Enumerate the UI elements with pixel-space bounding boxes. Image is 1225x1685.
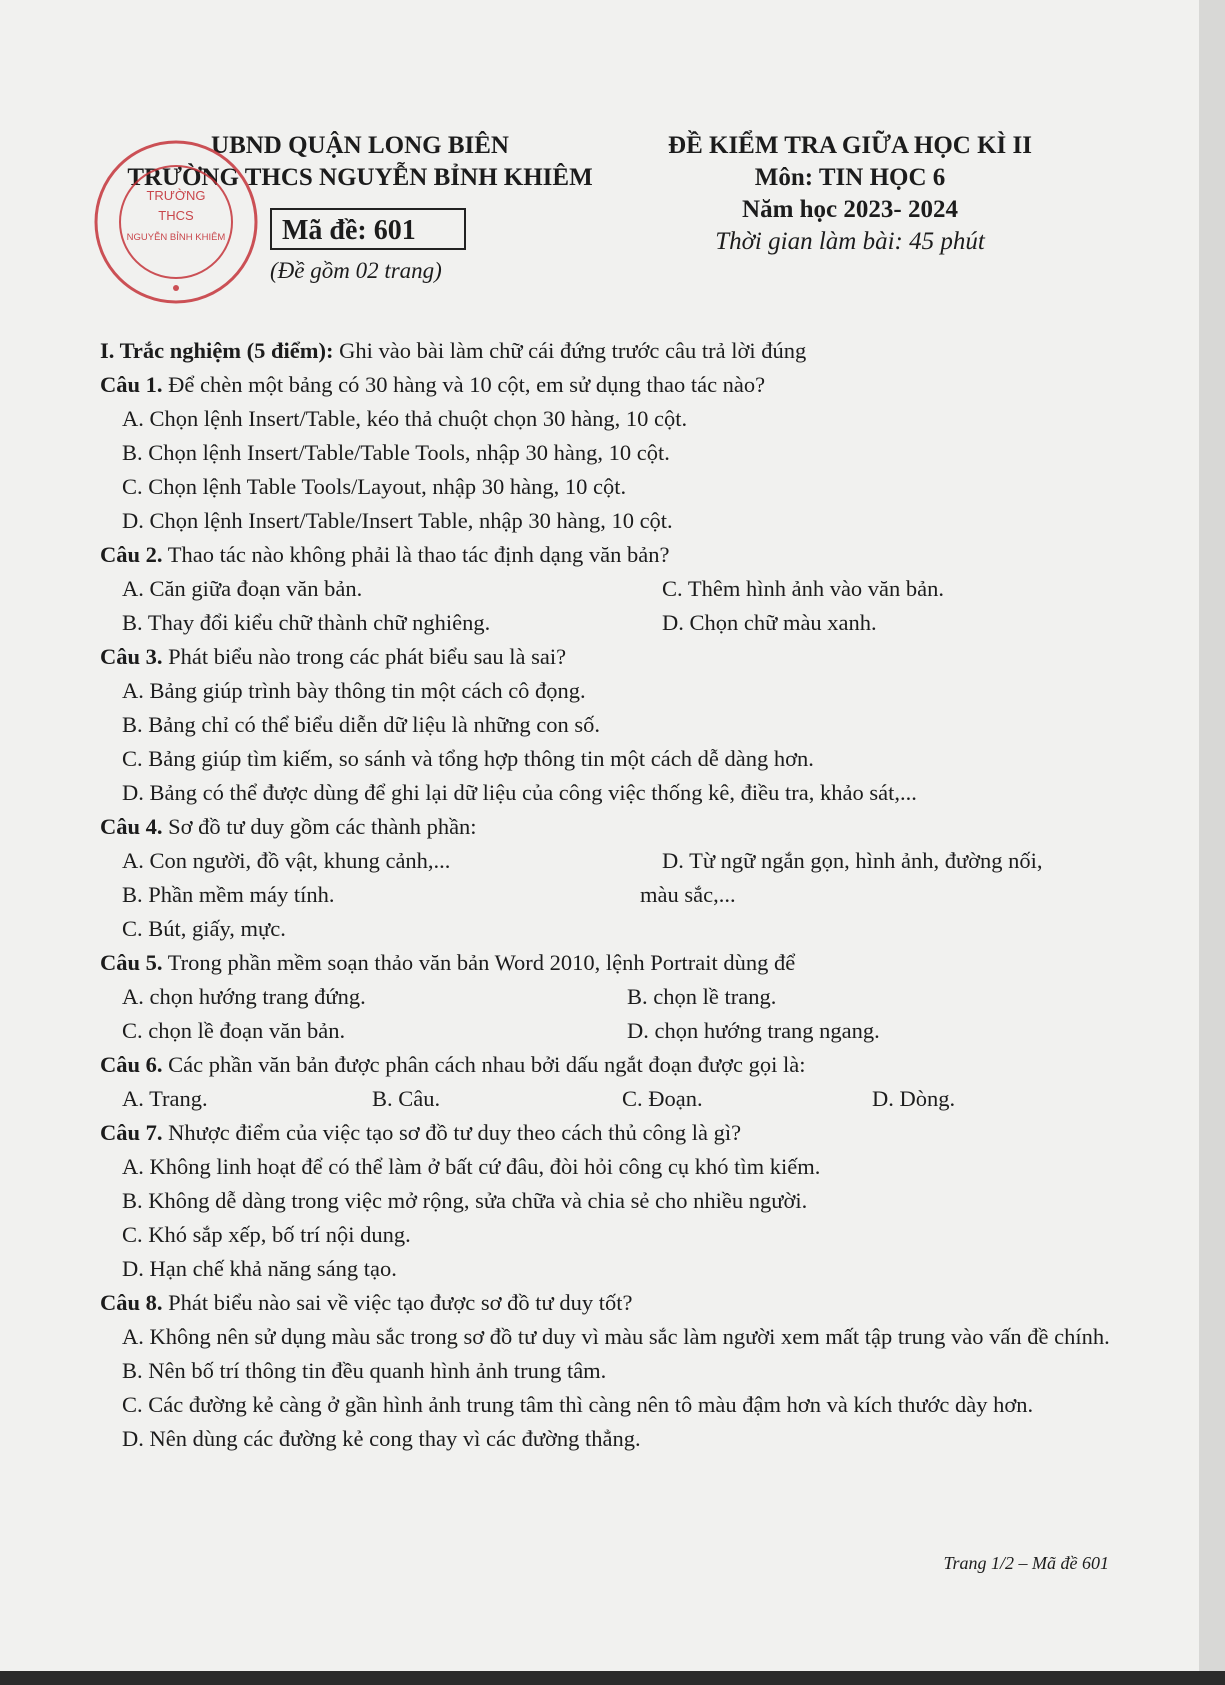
option-1c: C. Chọn lệnh Table Tools/Layout, nhập 30 hàng, 10 cột. xyxy=(122,474,627,499)
district-name: UBND QUẬN LONG BIÊN xyxy=(211,132,509,159)
options-row xyxy=(100,1082,1110,1116)
options-row xyxy=(100,844,1110,878)
question-label: Câu 6. xyxy=(100,1052,163,1077)
school-year: Năm học 2023- 2024 xyxy=(742,196,958,223)
option-7d: D. Hạn chế khả năng sáng tạo. xyxy=(122,1256,397,1281)
question-6 xyxy=(100,1048,1110,1082)
option-5b: B. chọn lề trang. xyxy=(627,984,777,1009)
option-4a: A. Con người, đồ vật, khung cảnh,... xyxy=(122,848,451,873)
option-4c: C. Bút, giấy, mực. xyxy=(122,916,286,941)
option-8c: C. Các đường kẻ càng ở gần hình ảnh trung tâm thì càng nên tô màu đậm hơn và kích thước dày hơn. xyxy=(122,1392,1034,1417)
option-8b: B. Nên bố trí thông tin đều quanh hình ảnh trung tâm. xyxy=(122,1358,607,1383)
question-label: Câu 4. xyxy=(100,814,163,839)
question-label: Câu 1. xyxy=(100,372,163,397)
question-2 xyxy=(100,538,1110,572)
option-7c: C. Khó sắp xếp, bố trí nội dung. xyxy=(122,1222,411,1247)
option-7a: A. Không linh hoạt để có thể làm ở bất cứ đâu, đòi hỏi công cụ khó tìm kiếm. xyxy=(122,1154,821,1179)
option-5d: D. chọn hướng trang ngang. xyxy=(627,1018,880,1043)
section-title: I. Trắc nghiệm (5 điểm): xyxy=(100,338,334,363)
question-3 xyxy=(100,640,1110,674)
option-2b: B. Thay đổi kiểu chữ thành chữ nghiêng. xyxy=(122,610,491,635)
question-1 xyxy=(100,368,1110,402)
option-6d: D. Dòng. xyxy=(872,1086,956,1111)
section-instruction: Ghi vào bài làm chữ cái đứng trước câu trả lời đúng xyxy=(333,338,807,363)
question-text: Nhược điểm của việc tạo sơ đồ tư duy theo cách thủ công là gì? xyxy=(162,1120,742,1145)
option-2a: A. Căn giữa đoạn văn bản. xyxy=(122,576,363,601)
question-label: Câu 3. xyxy=(100,644,163,669)
options-row xyxy=(100,878,1110,912)
option-4b: B. Phần mềm máy tính. xyxy=(122,882,335,907)
option-2d: D. Chọn chữ màu xanh. xyxy=(662,610,877,635)
options-row xyxy=(100,572,1110,606)
exam-header xyxy=(640,130,1060,258)
option-4d-cont: màu sắc,... xyxy=(640,882,736,907)
option-1d: D. Chọn lệnh Insert/Table/Insert Table, nhập 30 hàng, 10 cột. xyxy=(122,508,673,533)
option-6c: C. Đoạn. xyxy=(622,1086,703,1111)
page-edge-shadow xyxy=(1199,0,1225,1685)
page-footer: Trang 1/2 – Mã đề 601 xyxy=(943,1553,1109,1573)
question-text: Phát biểu nào trong các phát biểu sau là sai? xyxy=(162,644,567,669)
options-row xyxy=(100,980,1110,1014)
question-label: Câu 5. xyxy=(100,950,163,975)
option-4d: D. Từ ngữ ngắn gọn, hình ảnh, đường nối, xyxy=(662,848,1043,873)
option-3c: C. Bảng giúp tìm kiếm, so sánh và tổng hợp thông tin một cách dễ dàng hơn. xyxy=(122,746,814,771)
question-4 xyxy=(100,810,1110,844)
question-label: Câu 2. xyxy=(100,542,163,567)
exam-title: ĐỀ KIỂM TRA GIỮA HỌC KÌ II xyxy=(668,132,1032,159)
question-text: Trong phần mềm soạn thảo văn bản Word 2010, lệnh Portrait dùng để xyxy=(162,950,796,975)
question-8 xyxy=(100,1286,1110,1320)
school-name: TRƯỜNG THCS NGUYỄN BỈNH KHIÊM xyxy=(127,164,593,191)
question-text: Để chèn một bảng có 30 hàng và 10 cột, em sử dụng thao tác nào? xyxy=(162,372,766,397)
exam-code-box: Mã đề: 601 xyxy=(270,208,466,250)
option-3a: A. Bảng giúp trình bày thông tin một cách cô đọng. xyxy=(122,678,586,703)
exam-subject: Môn: TIN HỌC 6 xyxy=(754,164,946,191)
school-seal-stamp xyxy=(92,138,260,306)
option-5a: A. chọn hướng trang đứng. xyxy=(122,984,366,1009)
question-5 xyxy=(100,946,1110,980)
page-count-note: (Đề gồm 02 trang) xyxy=(270,258,442,283)
option-7b: B. Không dễ dàng trong việc mở rộng, sửa chữa và chia sẻ cho nhiều người. xyxy=(122,1188,808,1213)
page-bottom-border xyxy=(0,1671,1225,1685)
option-2c: C. Thêm hình ảnh vào văn bản. xyxy=(662,576,945,601)
svg-text:TRƯỜNG: TRƯỜNG xyxy=(146,188,206,203)
option-1a: A. Chọn lệnh Insert/Table, kéo thả chuột chọn 30 hàng, 10 cột. xyxy=(122,406,688,431)
question-text: Phát biểu nào sai về việc tạo được sơ đồ tư duy tốt? xyxy=(162,1290,633,1315)
option-5c: C. chọn lề đoạn văn bản. xyxy=(122,1018,346,1043)
option-3b: B. Bảng chỉ có thể biểu diễn dữ liệu là những con số. xyxy=(122,712,601,737)
question-text: Các phần văn bản được phân cách nhau bởi dấu ngắt đoạn được gọi là: xyxy=(162,1052,806,1077)
option-1b: B. Chọn lệnh Insert/Table/Table Tools, nhập 30 hàng, 10 cột. xyxy=(122,440,670,465)
question-7 xyxy=(100,1116,1110,1150)
options-row xyxy=(100,606,1110,640)
option-6a: A. Trang. xyxy=(122,1086,208,1111)
question-label: Câu 7. xyxy=(100,1120,163,1145)
exam-content xyxy=(100,334,1110,1456)
option-8d: D. Nên dùng các đường kẻ cong thay vì các đường thẳng. xyxy=(122,1426,641,1451)
option-3d: D. Bảng có thể được dùng để ghi lại dữ liệu của công việc thống kê, điều tra, khảo sát,... xyxy=(122,780,917,805)
question-label: Câu 8. xyxy=(100,1290,163,1315)
svg-text:THCS: THCS xyxy=(158,208,194,223)
question-text: Sơ đồ tư duy gồm các thành phần: xyxy=(162,814,477,839)
svg-text:NGUYỄN BỈNH KHIÊM: NGUYỄN BỈNH KHIÊM xyxy=(126,232,226,243)
option-6b: B. Câu. xyxy=(372,1086,441,1111)
section-heading xyxy=(100,334,1110,368)
option-8a: A. Không nên sử dụng màu sắc trong sơ đồ tư duy vì màu sắc làm người xem mất tập trung vào vấn đề chính. xyxy=(122,1324,1110,1349)
exam-duration: Thời gian làm bài: 45 phút xyxy=(715,228,985,255)
options-row xyxy=(100,1014,1110,1048)
question-text: Thao tác nào không phải là thao tác định dạng văn bản? xyxy=(162,542,670,567)
